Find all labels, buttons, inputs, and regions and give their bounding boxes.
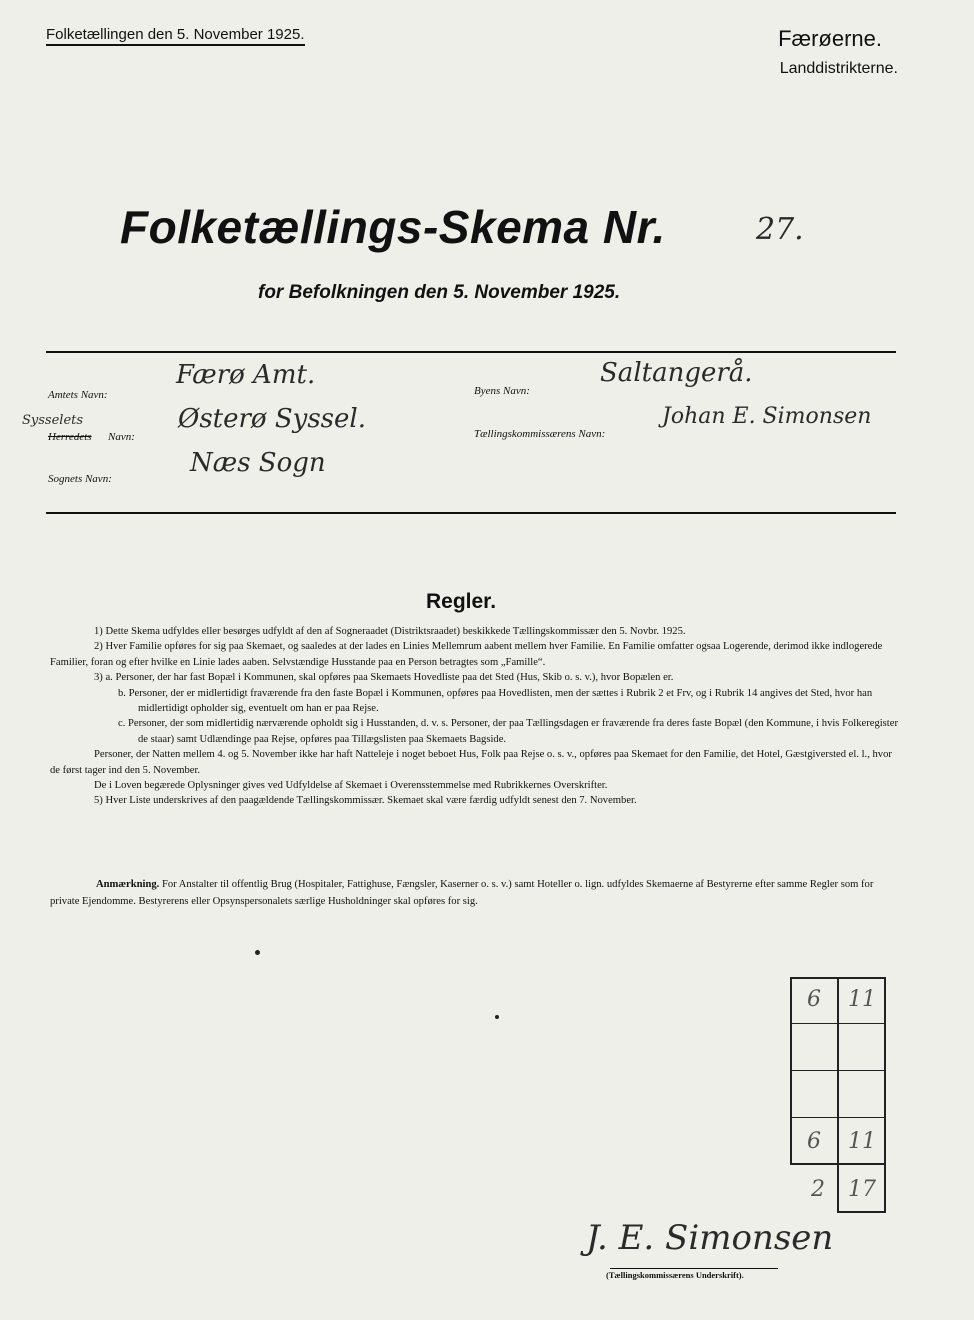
tally-cell: 11 bbox=[848, 1129, 876, 1154]
rule-2: 2) Hver Familie opføres for sig paa Skemaet, og saaledes at der lades en Linies Mellemrum aabent mellem hver Familie. En Familie omfatter ogsaa Logerende, derimod ikke indlogerede Familier, foran og efter hvilke en Linie lades aaben. Selvstændige Husstande paa en Person betragtes som „Famille“. bbox=[50, 641, 883, 668]
rules-text bbox=[50, 624, 900, 809]
rule-3b: b. Personer, der er midlertidigt fraværende fra den faste Bopæl i Kommunen, opføres paa Hovedlisten, men der sættes i Rubrik 2 et Frv, og i Rubrik 14 angives det Sted, hvor han midlertidigt opholder sig, eventuelt om han er paa Rejse. bbox=[118, 687, 873, 715]
note-label: Anmærkning. bbox=[96, 879, 160, 890]
region-header: Færøerne. bbox=[778, 26, 882, 51]
herred-label-handwritten: Sysselets bbox=[22, 413, 84, 428]
tally-cell: 2 bbox=[811, 1177, 825, 1202]
sogn-label: Sognets Navn: bbox=[48, 473, 112, 485]
rule-5: 5) Hver Liste underskrives af den paagældende Tællingskommissær. Skemaet skal være færdig udfyldt senest den 7. November. bbox=[94, 795, 637, 807]
rule-3a: 3) a. Personer, der har fast Bopæl i Kommunen, skal opføres paa Skemaets Hovedliste paa det Sted (Hus, Skib o. s. v.), hvor Bopælen er. bbox=[94, 672, 674, 684]
amt-value: Færø Amt. bbox=[176, 360, 316, 390]
by-value: Saltangerå. bbox=[600, 358, 753, 388]
form-title: Folketællings-Skema Nr. bbox=[120, 201, 666, 253]
signature-caption: (Tællingskommissærens Underskrift). bbox=[606, 1270, 744, 1280]
rule-1: 1) Dette Skema udfyldes eller besørges udfyldt af den af Sogneraadet (Distriktsraadet) beskikkede Tællingskommissær den 5. Novbr. 1925. bbox=[94, 626, 686, 637]
bottom-rule bbox=[46, 512, 896, 514]
commissioner-signature: J. E. Simonsen bbox=[586, 1218, 834, 1258]
census-date-header: Folketællingen den 5. November 1925. bbox=[46, 26, 305, 46]
signature-line bbox=[610, 1268, 778, 1269]
herred-label: Navn: bbox=[108, 431, 135, 443]
rule-3c: c. Personer, der som midlertidig nærværende opholdt sig i Husstanden, d. v. s. Personer, der paa Tællingsdagen er fraværende fra deres faste Bopæl (den Kommune, i hvis Folkeregister de staar) samt Udlændinge paa Rejse, opføres paa Tillægslisten paa Skemaets Bagside. bbox=[118, 718, 898, 745]
sogn-value: Næs Sogn bbox=[190, 448, 326, 478]
tally-cell: 11 bbox=[848, 987, 876, 1012]
rule-4: De i Loven begærede Oplysninger gives ved Udfyldelse af Skemaet i Overensstemmelse med Rubrikkernes Overskrifter. bbox=[94, 780, 608, 792]
herred-value: Østerø Syssel. bbox=[178, 404, 366, 434]
ink-dot bbox=[255, 950, 260, 955]
tally-cell: 17 bbox=[848, 1177, 876, 1202]
kommissaer-value: Johan E. Simonsen bbox=[662, 404, 872, 429]
rules-heading: Regler. bbox=[426, 590, 497, 613]
by-label: Byens Navn: bbox=[474, 385, 530, 397]
form-number: 27. bbox=[756, 212, 804, 247]
form-subtitle: for Befolkningen den 5. November 1925. bbox=[258, 282, 621, 303]
tally-grid bbox=[790, 977, 886, 1213]
kommissaer-label: Tællingskommissærens Navn: bbox=[474, 428, 606, 440]
tally-cell: 6 bbox=[807, 1129, 821, 1154]
district-header: Landdistrikterne. bbox=[779, 60, 898, 77]
herred-label-struck: Herredets bbox=[48, 431, 92, 443]
top-rule bbox=[46, 351, 896, 353]
tally-cell: 6 bbox=[807, 987, 821, 1012]
note-text: For Anstalter til offentlig Brug (Hospitaler, Fattighuse, Fængsler, Kaserner o. s. v.) samt Hoteller o. lign. udfyldes Skemaerne af Bestyrerne efter samme Regler som for private Ejendomme. Bestyrerens eller Opsynspersonalets særlige Husholdninger skal opføres for sig. bbox=[50, 879, 874, 907]
amt-label: Amtets Navn: bbox=[48, 389, 108, 401]
ink-dot bbox=[495, 1015, 499, 1019]
note-block bbox=[50, 876, 900, 910]
rule-3d: Personer, der Natten mellem 4. og 5. November ikke har haft Natteleje i noget beboet Hus, Folk paa Rejse o. s. v., opføres paa Skemaet for den Familie, det Hotel, Gæstgiversted el. l., hvor de først tager ind den 5. November. bbox=[50, 749, 892, 776]
